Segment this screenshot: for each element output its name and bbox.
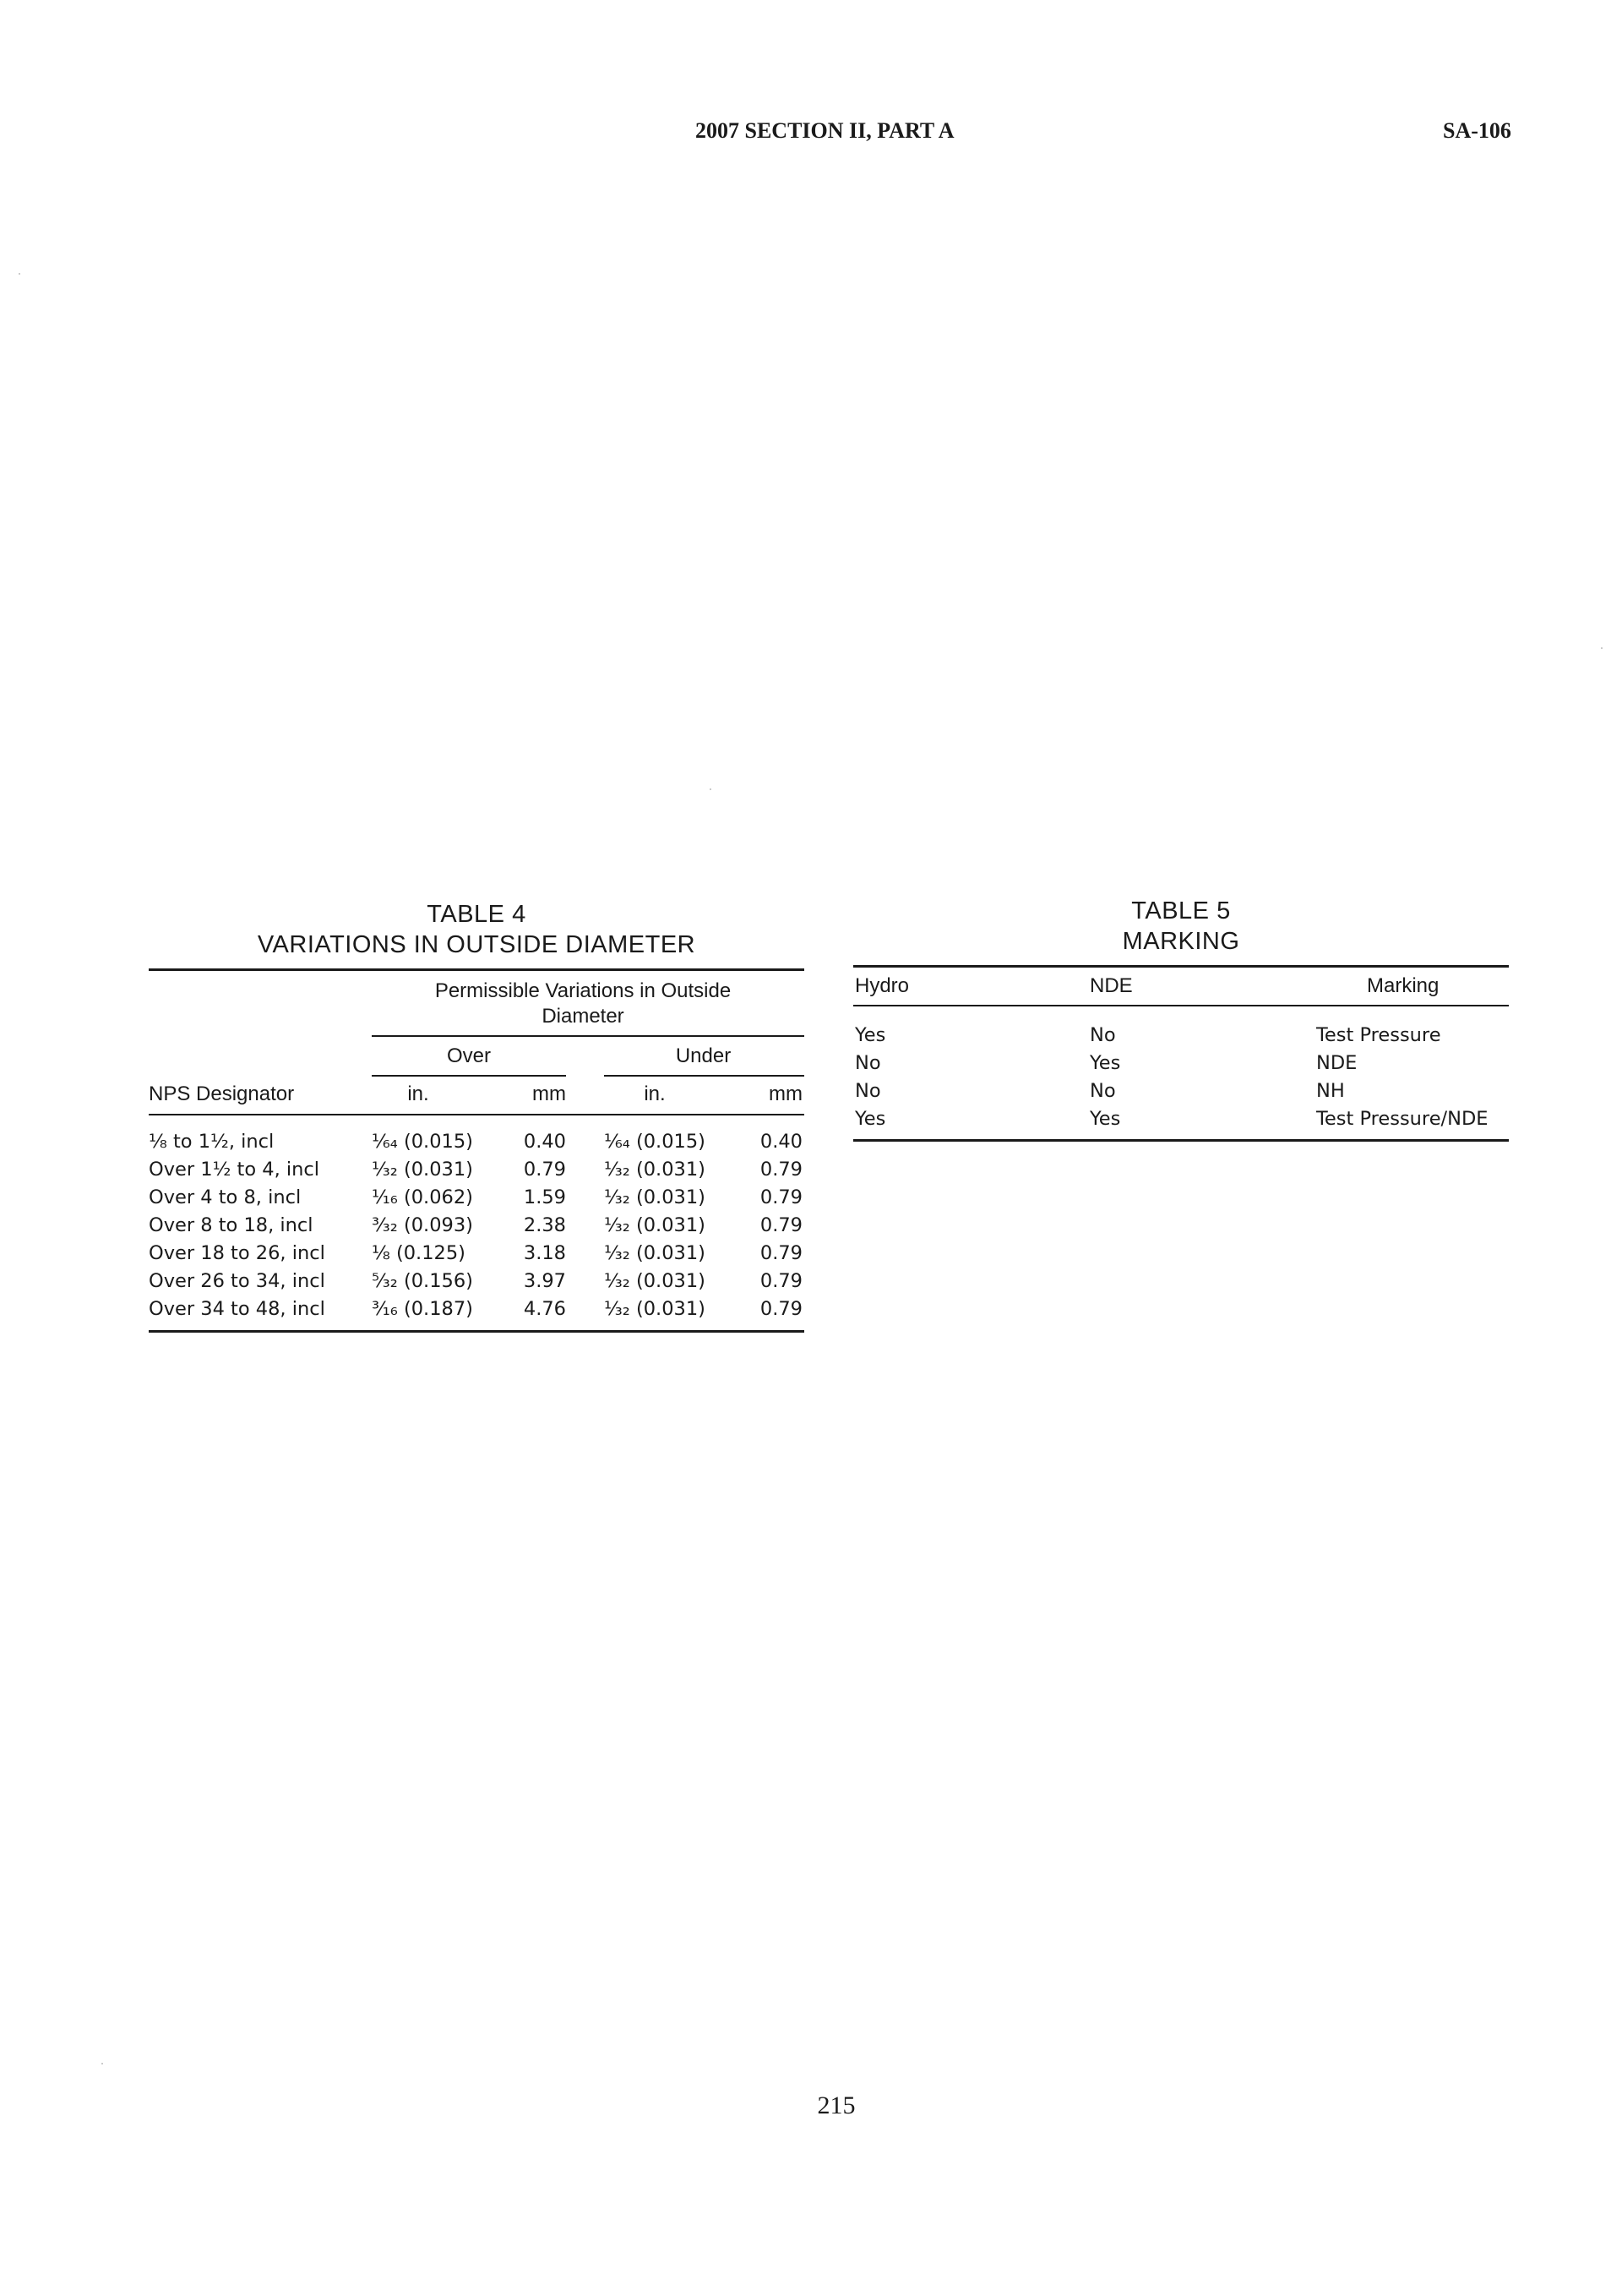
nps-designator-header: NPS Designator [149, 1083, 295, 1105]
page-number: 215 [817, 2091, 856, 2119]
marking-cell: Test Pressure/NDE [1316, 1108, 1489, 1130]
table-5-number: TABLE 5 [1131, 897, 1231, 924]
under-mm-cell: 0.79 [759, 1186, 803, 1208]
under-mm-cell: 0.40 [759, 1131, 803, 1153]
nde-cell: No [1090, 1080, 1116, 1102]
scan-speck [1601, 647, 1603, 649]
over-mm-cell: 0.79 [523, 1159, 566, 1181]
under-in-cell: ¹⁄₃₂ (0.031) [604, 1159, 705, 1181]
permissible-variations-header-line-2: Diameter [542, 1005, 624, 1028]
hydro-cell: Yes [855, 1024, 886, 1046]
running-head [0, 118, 1622, 152]
nps-cell: Over 26 to 34, incl [149, 1270, 325, 1292]
marking-cell: Test Pressure [1316, 1024, 1441, 1046]
over-mm-cell: 4.76 [523, 1298, 566, 1320]
under-mm-cell: 0.79 [759, 1214, 803, 1236]
over-mm-cell: 2.38 [523, 1214, 566, 1236]
over-in-cell: ³⁄₃₂ (0.093) [372, 1214, 473, 1236]
marking-cell: NH [1316, 1080, 1345, 1102]
nde-cell: Yes [1090, 1052, 1121, 1074]
nps-cell: Over 18 to 26, incl [149, 1242, 325, 1264]
scan-speck [19, 273, 20, 275]
table-4-top-rule [149, 968, 804, 971]
under-in-cell: ¹⁄₃₂ (0.031) [604, 1298, 705, 1320]
under-mm-header: mm [769, 1083, 803, 1105]
table-4-header-rule [149, 1114, 804, 1115]
under-mm-cell: 0.79 [759, 1159, 803, 1181]
under-in-cell: ¹⁄₃₂ (0.031) [604, 1270, 705, 1292]
nps-cell: Over 1½ to 4, incl [149, 1159, 320, 1181]
hydro-cell: No [855, 1080, 881, 1102]
over-mm-cell: 1.59 [523, 1186, 566, 1208]
under-header: Under [675, 1044, 732, 1067]
over-header: Over [446, 1044, 491, 1067]
marking-cell: NDE [1316, 1052, 1358, 1074]
under-in-header: in. [644, 1083, 666, 1105]
nde-cell: Yes [1090, 1108, 1121, 1130]
permissible-variations-header-line-1: Permissible Variations in Outside [434, 979, 732, 1002]
over-in-cell: ³⁄₁₆ (0.187) [372, 1298, 473, 1320]
over-in-cell: ¹⁄₃₂ (0.031) [372, 1159, 473, 1181]
over-in-cell: ¹⁄₁₆ (0.062) [372, 1186, 473, 1208]
table-5-header-rule [853, 1005, 1509, 1006]
over-mm-cell: 0.40 [523, 1131, 566, 1153]
nde-cell: No [1090, 1024, 1116, 1046]
under-mm-cell: 0.79 [759, 1270, 803, 1292]
marking-header: Marking [1367, 974, 1440, 997]
under-in-cell: ¹⁄₃₂ (0.031) [604, 1186, 705, 1208]
table-4-caption [149, 899, 804, 960]
table-5-top-rule [853, 965, 1509, 968]
hydro-cell: No [855, 1052, 881, 1074]
table-4-title: VARIATIONS IN OUTSIDE DIAMETER [257, 931, 696, 958]
over-in-cell: ¹⁄₆₄ (0.015) [372, 1131, 473, 1153]
over-in-cell: ⅛ (0.125) [372, 1242, 465, 1264]
table-4-number: TABLE 4 [427, 901, 526, 928]
under-in-cell: ¹⁄₃₂ (0.031) [604, 1214, 705, 1236]
over-mm-cell: 3.18 [523, 1242, 566, 1264]
nde-header: NDE [1090, 974, 1133, 997]
under-in-cell: ¹⁄₆₄ (0.015) [604, 1131, 705, 1153]
under-in-cell: ¹⁄₃₂ (0.031) [604, 1242, 705, 1264]
over-mm-cell: 3.97 [523, 1270, 566, 1292]
table-5-bottom-rule [853, 1139, 1509, 1142]
over-in-cell: ⁵⁄₃₂ (0.156) [372, 1270, 473, 1292]
over-subheader-rule [372, 1075, 566, 1077]
scan-speck [101, 2063, 103, 2064]
nps-cell: Over 8 to 18, incl [149, 1214, 313, 1236]
section-title: 2007 SECTION II, PART A [695, 118, 955, 143]
under-mm-cell: 0.79 [759, 1242, 803, 1264]
table-5-caption [853, 896, 1509, 957]
scan-speck [710, 788, 711, 790]
nps-cell: Over 34 to 48, incl [149, 1298, 325, 1320]
nps-cell: ⅛ to 1½, incl [149, 1131, 275, 1153]
hydro-header: Hydro [855, 974, 910, 997]
spec-id: SA-106 [1443, 118, 1511, 143]
table-4-bottom-rule [149, 1330, 804, 1333]
under-mm-cell: 0.79 [759, 1298, 803, 1320]
table-5-title: MARKING [1122, 928, 1240, 955]
under-subheader-rule [604, 1075, 804, 1077]
hydro-cell: Yes [855, 1108, 886, 1130]
over-mm-header: mm [532, 1083, 566, 1105]
nps-cell: Over 4 to 8, incl [149, 1186, 302, 1208]
over-in-header: in. [407, 1083, 429, 1105]
group-header-rule [372, 1035, 804, 1037]
